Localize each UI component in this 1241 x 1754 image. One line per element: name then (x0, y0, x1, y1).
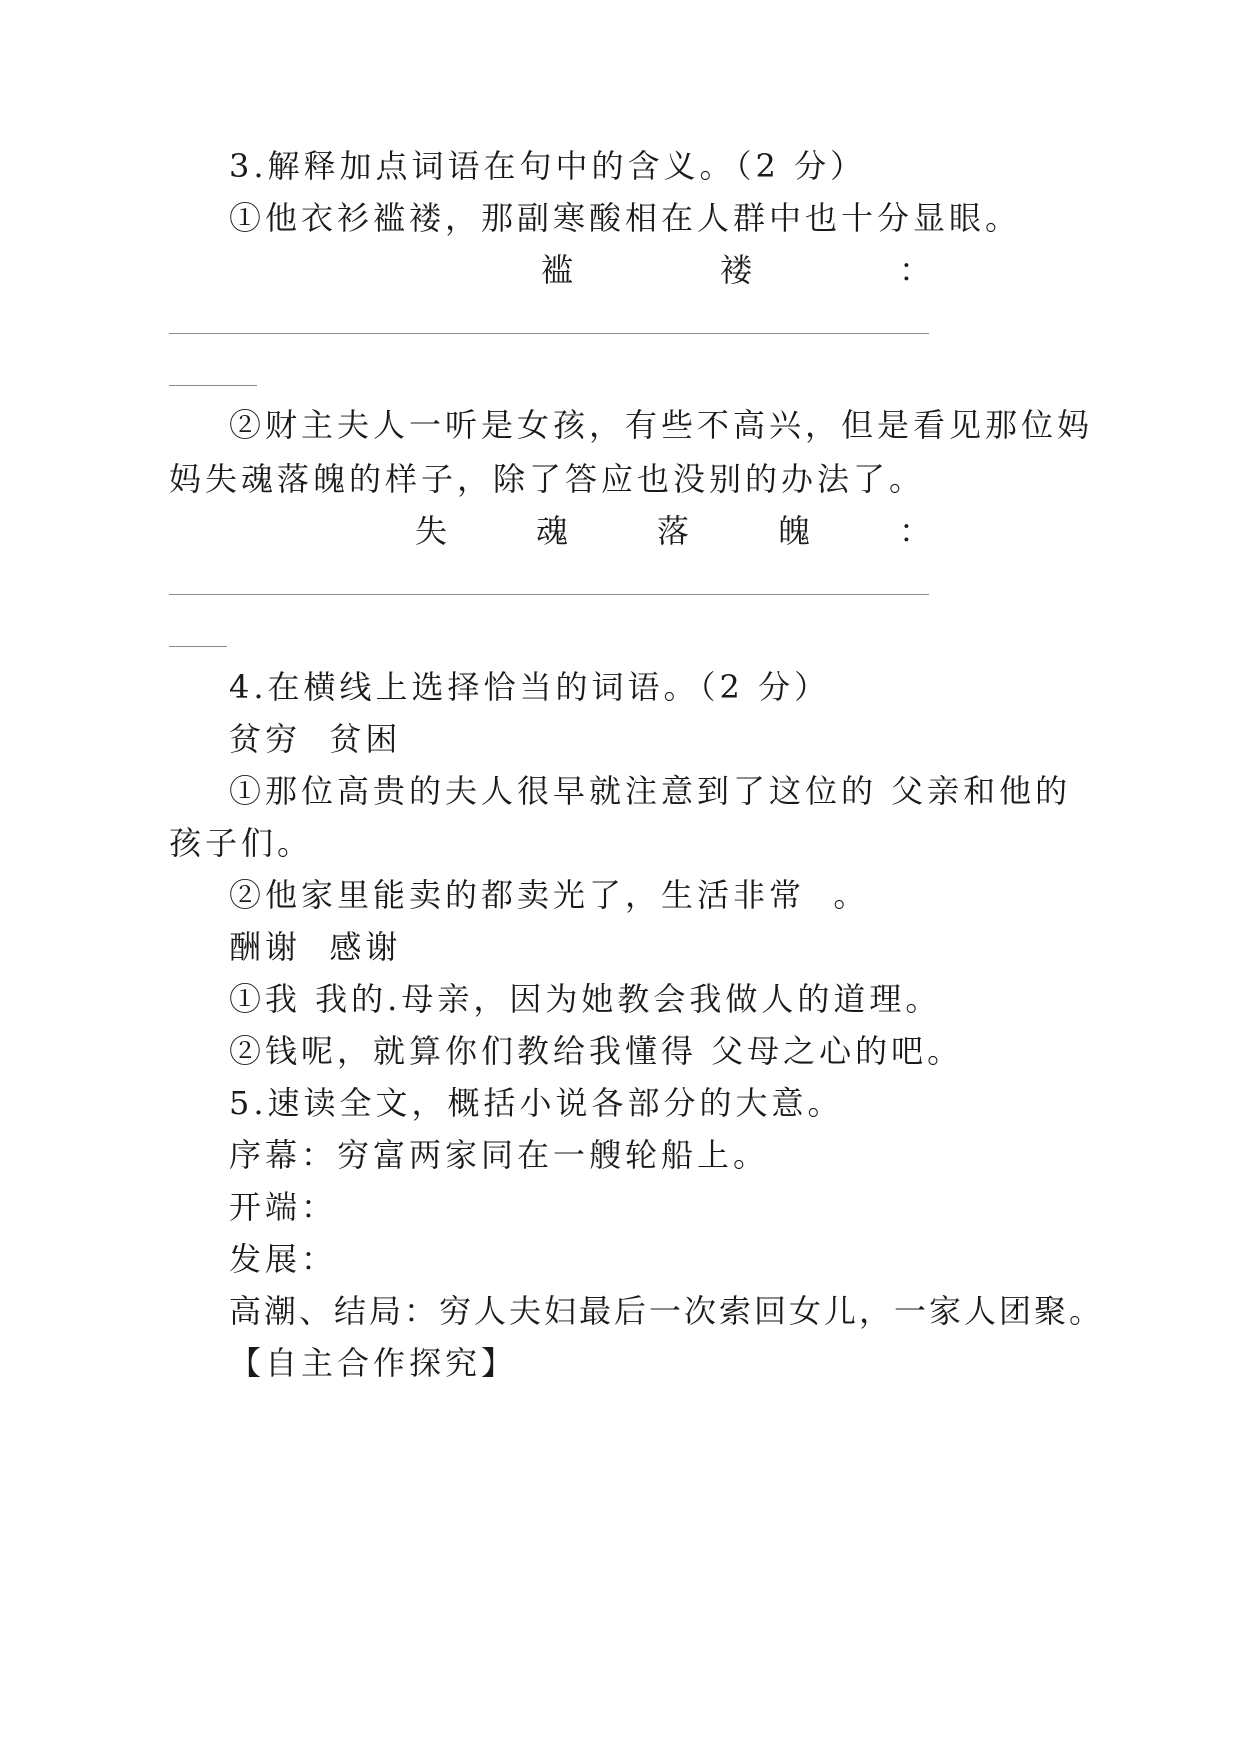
section-heading: 【自主合作探究】 (229, 1344, 518, 1382)
q3-item2-word-label (415, 511, 931, 551)
q4-title: 4.在横线上选择恰当的词语。（2 分） (229, 668, 831, 706)
answer-line (169, 594, 929, 595)
word-char: 褛 (719, 251, 752, 289)
q4-group1-words: 贫穷 贫困 (229, 720, 402, 758)
q5-development: 发展： (229, 1240, 338, 1278)
answer-line (169, 333, 929, 334)
word-char: 魂 (535, 512, 568, 550)
q4-group1-item2: ②他家里能卖的都卖光了，生活非常 。 (229, 876, 870, 914)
q5-beginning: 开端： (229, 1188, 338, 1226)
word-char: 失 (415, 512, 448, 550)
q4-group1-item1-line1: ①那位高贵的夫人很早就注意到了这位的 父亲和他的 (229, 772, 1072, 810)
q4-group2-item2: ②钱呢，就算你们教给我懂得 父母之心的吧。 (229, 1032, 964, 1070)
q3-title: 3.解释加点词语在句中的含义。（2 分） (229, 147, 867, 185)
q3-item1-sentence: ①他衣衫褴褛，那副寒酸相在人群中也十分显眼。 (229, 199, 1022, 237)
word-char: ： (898, 512, 931, 550)
word-char: 褴 (541, 251, 574, 289)
q5-prologue: 序幕：穷富两家同在一艘轮船上。 (229, 1136, 770, 1174)
q3-item2-line2: 妈失魂落魄的样子，除了答应也没别的办法了。 (169, 460, 926, 498)
q3-item1-word-label (541, 250, 931, 290)
answer-line-continuation (169, 385, 257, 386)
q5-climax-ending: 高潮、结局：穷人夫妇最后一次索回女儿，一家人团聚。 (229, 1292, 1105, 1330)
q4-group2-words: 酬谢 感谢 (229, 928, 402, 966)
word-char: 魄 (777, 512, 810, 550)
word-char: 落 (656, 512, 689, 550)
q5-title: 5.速读全文，概括小说各部分的大意。 (229, 1084, 844, 1122)
answer-line-continuation (169, 646, 227, 647)
q4-group1-item1-line2: 孩子们。 (169, 824, 314, 862)
word-char: ： (898, 251, 931, 289)
q3-item2-line1: ②财主夫人一听是女孩，有些不高兴，但是看见那位妈 (229, 406, 1094, 444)
q4-group2-item1: ①我 我的.母亲，因为她教会我做人的道理。 (229, 980, 942, 1018)
